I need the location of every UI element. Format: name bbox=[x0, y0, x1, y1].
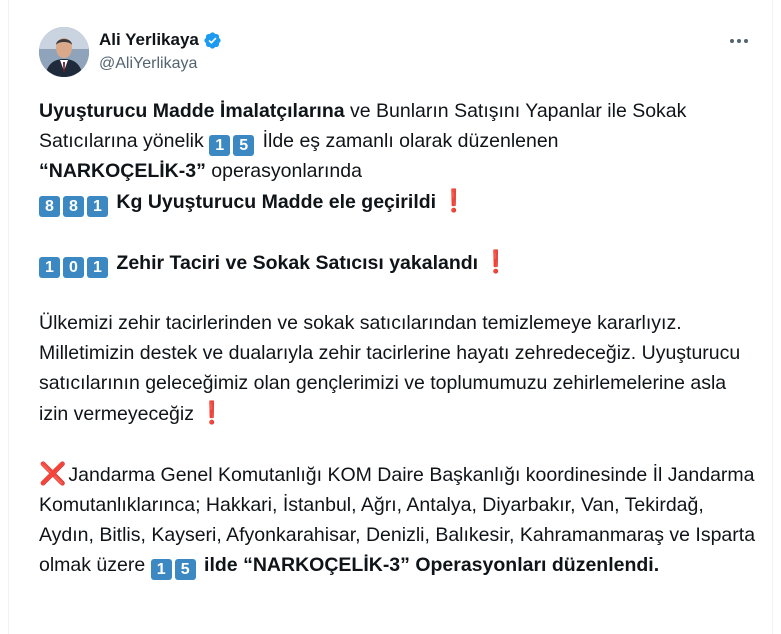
author-row bbox=[99, 30, 222, 50]
operation-text: ilde “NARKOÇELİK-3” Operasyonları düzenlendi. bbox=[198, 554, 660, 576]
keycap-digit: 1 bbox=[151, 559, 172, 580]
seizure-text: Kg Uyuşturucu Madde ele geçirildi bbox=[111, 191, 437, 213]
keycap-digit: 8 bbox=[63, 196, 84, 217]
text-run: Jandarma Genel Komutanlığı KOM Daire Başkanlığı koordinesinde İl Jandarma Komutanlıklarınca; Hakkari, İstanbul, Ağrı, Antalya, Diyarbakır, Van, Tekirdağ, Aydın, Bitlis, Kayseri, Afyonkarahisar, Denizli, Balıkesir, Kahramanmaraş ve Isparta olmak üzere bbox=[39, 464, 756, 576]
tweet-paragraph-2 bbox=[39, 186, 759, 217]
avatar[interactable] bbox=[39, 27, 89, 77]
more-options-icon[interactable] bbox=[724, 30, 754, 52]
keycap-digit: 1 bbox=[87, 196, 108, 217]
exclamation-icon: ❗ bbox=[197, 400, 226, 425]
cross-mark-icon: ❌ bbox=[39, 461, 67, 486]
keycap-digit: 5 bbox=[175, 559, 196, 580]
keycap-digit: 1 bbox=[87, 257, 108, 278]
text-run: İlde eş zamanlı olarak düzenlenen bbox=[257, 130, 559, 152]
keycap-digit: 1 bbox=[209, 135, 230, 156]
text-bold: Uyuşturucu Madde İmalatçılarına bbox=[39, 100, 345, 122]
author-name[interactable]: Ali Yerlikaya bbox=[99, 30, 199, 49]
avatar-image bbox=[39, 27, 89, 77]
tweet-paragraph-3 bbox=[39, 247, 759, 278]
tweet-text bbox=[39, 96, 759, 580]
verified-badge-icon bbox=[203, 31, 222, 50]
keycap-digit: 8 bbox=[39, 196, 60, 217]
author-handle[interactable]: @AliYerlikaya bbox=[99, 55, 198, 72]
keycap-digit: 0 bbox=[63, 257, 84, 278]
tweet-paragraph-1 bbox=[39, 96, 759, 186]
exclamation-icon: ❗ bbox=[482, 249, 510, 274]
keycap-digit: 1 bbox=[39, 257, 60, 278]
operation-name: “NARKOÇELİK-3” bbox=[39, 160, 206, 182]
exclamation-icon: ❗ bbox=[440, 188, 468, 213]
arrest-text: Zehir Taciri ve Sokak Satıcısı yakalandı bbox=[111, 252, 479, 274]
tweet-paragraph-5 bbox=[39, 459, 759, 580]
tweet-card bbox=[8, 0, 773, 634]
text-run: ve Bunların Satışını Yapanlar ile Sokak Satıcılarına yönelik bbox=[39, 100, 687, 152]
text-run: operasyonlarında bbox=[205, 160, 362, 182]
text-run: Ülkemizi zehir tacirlerinden ve sokak satıcılarından temizlemeye kararlıyız. Milletimizin destek ve dualarıyla zehir tacirlerine hayatı zehredeceğiz. Uyuşturucu satıcılarının geleceğimiz olan gençlerimizi ve toplumumuzu zehirlemelerine asla izin vermeyeceğiz bbox=[39, 312, 741, 425]
keycap-digit: 5 bbox=[233, 135, 254, 156]
tweet-paragraph-4 bbox=[39, 308, 759, 429]
